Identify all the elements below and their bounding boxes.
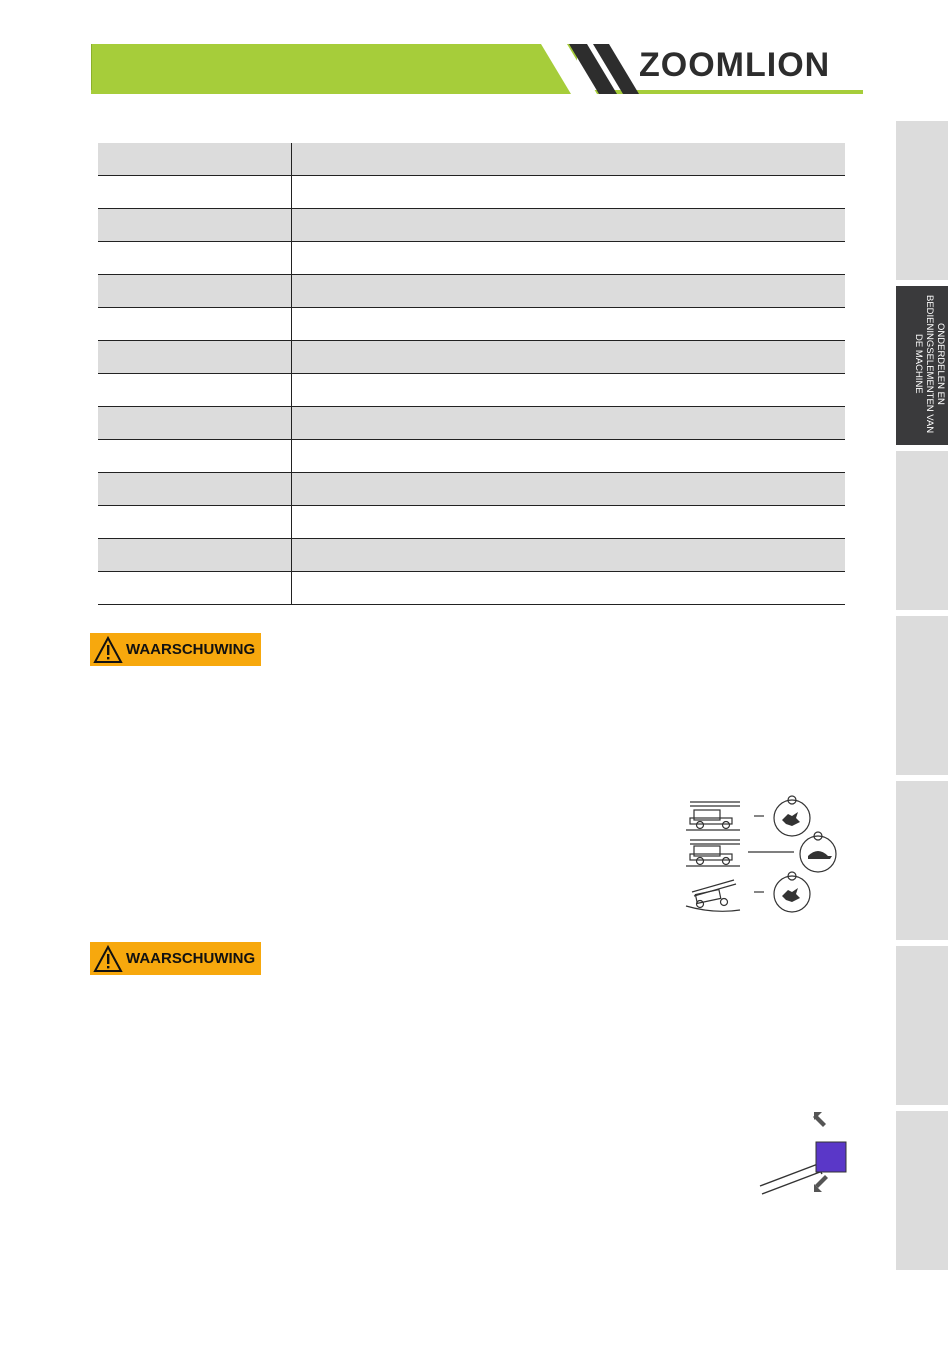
zoomlion-logo: ZOOMLION xyxy=(639,46,831,84)
table-row xyxy=(98,242,845,275)
side-tab-active[interactable] xyxy=(896,286,948,445)
side-tab[interactable] xyxy=(896,946,948,1105)
drive-speed-mode-icon xyxy=(684,788,844,916)
side-tab[interactable] xyxy=(896,121,948,280)
side-tab[interactable] xyxy=(896,1111,948,1270)
table-row xyxy=(98,209,845,242)
table-row xyxy=(98,374,845,407)
header-underline xyxy=(91,90,863,94)
warning-label: WAARSCHUWING xyxy=(126,950,256,967)
warning-badge xyxy=(90,942,261,975)
side-tab[interactable] xyxy=(896,451,948,610)
side-tab[interactable] xyxy=(896,781,948,940)
spec-table xyxy=(98,143,845,605)
joystick-direction-icon xyxy=(756,1108,856,1204)
table-row xyxy=(98,572,845,605)
table-row xyxy=(98,176,845,209)
warning-triangle-icon xyxy=(93,636,123,664)
table-row xyxy=(98,473,845,506)
warning-badge xyxy=(90,633,261,666)
table-row xyxy=(98,539,845,572)
table-row xyxy=(98,143,845,176)
warning-triangle-icon xyxy=(93,945,123,973)
table-row xyxy=(98,308,845,341)
table-row xyxy=(98,341,845,374)
header-green-bar xyxy=(91,44,577,92)
side-tab-label: ONDERDELEN EN BEDIENINGSELEMENTEN VAN DE MACHINE xyxy=(913,294,946,434)
warning-label: WAARSCHUWING xyxy=(126,641,256,658)
table-row xyxy=(98,440,845,473)
page-header xyxy=(91,44,863,94)
table-row xyxy=(98,506,845,539)
table-row xyxy=(98,275,845,308)
side-tab[interactable] xyxy=(896,616,948,775)
table-row xyxy=(98,407,845,440)
